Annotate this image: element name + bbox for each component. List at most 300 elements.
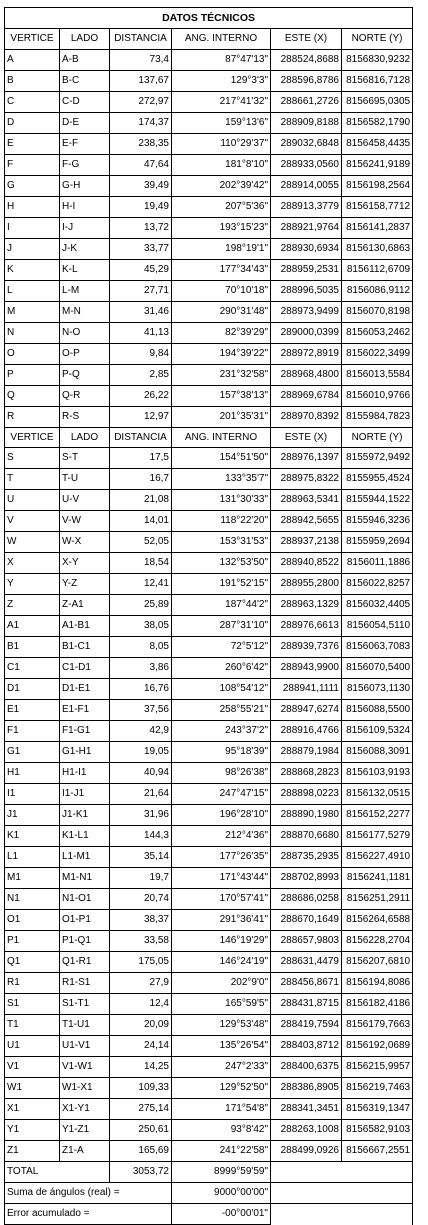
- east-cell: 288596,8786: [271, 71, 342, 92]
- side-cell: P1-Q1: [60, 931, 110, 952]
- angle-cell: 177°26'35": [172, 847, 271, 868]
- distance-cell: 52,05: [110, 532, 172, 553]
- east-cell: 288898,0223: [271, 784, 342, 805]
- side-cell: V-W: [60, 511, 110, 532]
- technical-data-sheet: [4, 7, 412, 1225]
- east-cell: 288341,3451: [271, 1099, 342, 1120]
- table-title: DATOS TÉCNICOS: [5, 8, 413, 29]
- north-cell: 8156070,5400: [342, 658, 413, 679]
- table-row: [5, 155, 413, 176]
- east-cell: 288976,6613: [271, 616, 342, 637]
- side-cell: T-U: [60, 469, 110, 490]
- east-header: ESTE (X): [271, 29, 342, 50]
- north-cell: 8156130,6863: [342, 239, 413, 260]
- north-cell: 8155972,9492: [342, 448, 413, 469]
- distance-cell: 31,46: [110, 302, 172, 323]
- distance-cell: 19,05: [110, 742, 172, 763]
- angle-cell: 198°19'1": [172, 239, 271, 260]
- vertex-cell: B: [5, 71, 60, 92]
- distance-cell: 27,9: [110, 973, 172, 994]
- side-cell: A-B: [60, 50, 110, 71]
- distance-cell: 38,05: [110, 616, 172, 637]
- side-cell: Y-Z: [60, 574, 110, 595]
- side-cell: I-J: [60, 218, 110, 239]
- vertex-cell: V: [5, 511, 60, 532]
- angle-cell: 231°32'58": [172, 365, 271, 386]
- angle-cell: 177°34'43": [172, 260, 271, 281]
- table-row: [5, 910, 413, 931]
- angle-cell: 241°22'58": [172, 1141, 271, 1162]
- distance-cell: 14,25: [110, 1057, 172, 1078]
- east-cell: 288963,1329: [271, 595, 342, 616]
- north-header: NORTE (Y): [342, 428, 413, 448]
- table-row: [5, 239, 413, 260]
- table-row: [5, 1099, 413, 1120]
- vertex-cell: A1: [5, 616, 60, 637]
- vertex-cell: R1: [5, 973, 60, 994]
- distance-cell: 19,7: [110, 868, 172, 889]
- side-cell: R-S: [60, 407, 110, 428]
- distance-header: DISTANCIA: [110, 29, 172, 50]
- angle-cell: 82°39'29": [172, 323, 271, 344]
- angle-cell: 187°44'2": [172, 595, 271, 616]
- distance-cell: 12,97: [110, 407, 172, 428]
- vertex-cell: Q: [5, 386, 60, 407]
- table-row: [5, 847, 413, 868]
- vertex-cell: Q1: [5, 952, 60, 973]
- east-cell: 288499,0926: [271, 1141, 342, 1162]
- distance-cell: 175,05: [110, 952, 172, 973]
- vertex-cell: A: [5, 50, 60, 71]
- table-row: [5, 553, 413, 574]
- angle-cell: 95°18'39": [172, 742, 271, 763]
- distance-cell: 12,4: [110, 994, 172, 1015]
- side-cell: Z1-A: [60, 1141, 110, 1162]
- distance-cell: 165,69: [110, 1141, 172, 1162]
- angle-cell: 217°41'32": [172, 92, 271, 113]
- distance-cell: 17,5: [110, 448, 172, 469]
- header-row: [5, 428, 413, 448]
- north-cell: 8156198,2564: [342, 176, 413, 197]
- distance-cell: 8,05: [110, 637, 172, 658]
- angle-cell: 135°26'54": [172, 1036, 271, 1057]
- error-label: Error acumulado =: [5, 1204, 172, 1225]
- east-cell: 288735,2935: [271, 847, 342, 868]
- north-cell: 8156103,9193: [342, 763, 413, 784]
- side-cell: H1-I1: [60, 763, 110, 784]
- distance-cell: 21,08: [110, 490, 172, 511]
- east-cell: 288403,8712: [271, 1036, 342, 1057]
- vertex-cell: B1: [5, 637, 60, 658]
- east-cell: 288419,7594: [271, 1015, 342, 1036]
- table-row: [5, 1057, 413, 1078]
- table-row: [5, 889, 413, 910]
- distance-cell: 20,74: [110, 889, 172, 910]
- north-cell: 8155955,4524: [342, 469, 413, 490]
- east-cell: 288921,9764: [271, 218, 342, 239]
- east-cell: 288879,1984: [271, 742, 342, 763]
- north-cell: 8156112,6709: [342, 260, 413, 281]
- north-cell: 8156458,4435: [342, 134, 413, 155]
- north-cell: 8156264,6588: [342, 910, 413, 931]
- east-cell: 288631,4479: [271, 952, 342, 973]
- distance-header: DISTANCIA: [110, 428, 172, 448]
- vertex-cell: U: [5, 490, 60, 511]
- table-row: [5, 658, 413, 679]
- angle-cell: 171°43'44": [172, 868, 271, 889]
- east-cell: 288943,9900: [271, 658, 342, 679]
- north-cell: 8156022,3499: [342, 344, 413, 365]
- side-cell: U-V: [60, 490, 110, 511]
- error-value: -00°00'01": [172, 1204, 271, 1225]
- angle-cell: 194°39'22": [172, 344, 271, 365]
- vertex-cell: C1: [5, 658, 60, 679]
- distance-cell: 27,71: [110, 281, 172, 302]
- distance-cell: 20,09: [110, 1015, 172, 1036]
- vertex-cell: D: [5, 113, 60, 134]
- vertex-cell: E1: [5, 700, 60, 721]
- north-cell: 8156109,5324: [342, 721, 413, 742]
- north-cell: 8156054,5110: [342, 616, 413, 637]
- angle-cell: 165°59'5": [172, 994, 271, 1015]
- east-cell: 288868,2823: [271, 763, 342, 784]
- east-cell: 288947,6274: [271, 700, 342, 721]
- table-row: [5, 1141, 413, 1162]
- angle-cell: 202°9'0": [172, 973, 271, 994]
- side-cell: H-I: [60, 197, 110, 218]
- vertex-cell: Y1: [5, 1120, 60, 1141]
- angle-cell: 291°36'41": [172, 910, 271, 931]
- side-header: LADO: [60, 428, 110, 448]
- side-header: LADO: [60, 29, 110, 50]
- vertex-cell: F: [5, 155, 60, 176]
- table-row: [5, 344, 413, 365]
- east-cell: 288930,6934: [271, 239, 342, 260]
- table-row: [5, 134, 413, 155]
- distance-cell: 39,49: [110, 176, 172, 197]
- north-cell: 8156215,9957: [342, 1057, 413, 1078]
- vertex-cell: Z1: [5, 1141, 60, 1162]
- north-cell: 8155946,3236: [342, 511, 413, 532]
- angle-cell: 159°13'6": [172, 113, 271, 134]
- angle-cell: 133°35'7": [172, 469, 271, 490]
- east-cell: 288431,8715: [271, 994, 342, 1015]
- distance-cell: 16,7: [110, 469, 172, 490]
- side-cell: J-K: [60, 239, 110, 260]
- north-cell: 8156816,7128: [342, 71, 413, 92]
- side-cell: P-Q: [60, 365, 110, 386]
- angle-cell: 260°6'42": [172, 658, 271, 679]
- table-row: [5, 71, 413, 92]
- vertex-cell: O1: [5, 910, 60, 931]
- vertex-cell: P: [5, 365, 60, 386]
- side-cell: T1-U1: [60, 1015, 110, 1036]
- side-cell: L1-M1: [60, 847, 110, 868]
- vertex-cell: S: [5, 448, 60, 469]
- table-row: [5, 616, 413, 637]
- technical-data-table: [4, 7, 413, 1225]
- vertex-cell: T: [5, 469, 60, 490]
- table-row: [5, 532, 413, 553]
- table-row: [5, 826, 413, 847]
- side-cell: V1-W1: [60, 1057, 110, 1078]
- table-row: [5, 931, 413, 952]
- vertex-cell: M: [5, 302, 60, 323]
- angle-cell: 108°54'12": [172, 679, 271, 700]
- north-cell: 8156241,1181: [342, 868, 413, 889]
- north-cell: 8156227,4910: [342, 847, 413, 868]
- vertex-cell: Z: [5, 595, 60, 616]
- vertex-cell: N1: [5, 889, 60, 910]
- vertex-cell: M1: [5, 868, 60, 889]
- east-cell: 288263,1008: [271, 1120, 342, 1141]
- east-cell: 288996,5035: [271, 281, 342, 302]
- total-angle: 8999°59'59": [172, 1162, 271, 1183]
- east-cell: 288959,2531: [271, 260, 342, 281]
- side-cell: G-H: [60, 176, 110, 197]
- vertex-cell: G: [5, 176, 60, 197]
- table-row: [5, 595, 413, 616]
- table-row: [5, 952, 413, 973]
- vertex-cell: O: [5, 344, 60, 365]
- vertex-cell: S1: [5, 994, 60, 1015]
- north-cell: 8156070,8198: [342, 302, 413, 323]
- side-cell: K-L: [60, 260, 110, 281]
- east-cell: 288942,5655: [271, 511, 342, 532]
- angle-cell: 118°22'20": [172, 511, 271, 532]
- distance-cell: 33,58: [110, 931, 172, 952]
- distance-cell: 38,37: [110, 910, 172, 931]
- angle-cell: 129°53'48": [172, 1015, 271, 1036]
- vertex-cell: H1: [5, 763, 60, 784]
- side-cell: A1-B1: [60, 616, 110, 637]
- side-cell: K1-L1: [60, 826, 110, 847]
- distance-cell: 41,13: [110, 323, 172, 344]
- angle-sum-label: Suma de ángulos (real) =: [5, 1183, 172, 1204]
- north-cell: 8156013,5584: [342, 365, 413, 386]
- north-cell: 8156667,2551: [342, 1141, 413, 1162]
- distance-cell: 40,94: [110, 763, 172, 784]
- side-cell: F1-G1: [60, 721, 110, 742]
- table-row: [5, 113, 413, 134]
- angle-cell: 212°4'36": [172, 826, 271, 847]
- vertex-header: VERTICE: [5, 428, 60, 448]
- north-cell: 8155984,7823: [342, 407, 413, 428]
- table-row: [5, 490, 413, 511]
- east-cell: 289032,6848: [271, 134, 342, 155]
- vertex-cell: V1: [5, 1057, 60, 1078]
- angle-cell: 191°52'15": [172, 574, 271, 595]
- east-cell: 288941,1111: [271, 679, 342, 700]
- table-row: [5, 637, 413, 658]
- table-row: [5, 1015, 413, 1036]
- table-row: [5, 469, 413, 490]
- east-cell: 288969,6784: [271, 386, 342, 407]
- side-cell: N1-O1: [60, 889, 110, 910]
- table-row: [5, 197, 413, 218]
- distance-cell: 109,33: [110, 1078, 172, 1099]
- angle-cell: 258°55'21": [172, 700, 271, 721]
- north-cell: 8156582,9103: [342, 1120, 413, 1141]
- north-cell: 8156241,9189: [342, 155, 413, 176]
- vertex-cell: T1: [5, 1015, 60, 1036]
- vertex-cell: D1: [5, 679, 60, 700]
- side-cell: U1-V1: [60, 1036, 110, 1057]
- east-cell: 288524,8688: [271, 50, 342, 71]
- distance-cell: 3,86: [110, 658, 172, 679]
- north-cell: 8156319,1347: [342, 1099, 413, 1120]
- angle-sum-row: [5, 1183, 413, 1204]
- side-cell: S1-T1: [60, 994, 110, 1015]
- east-cell: 288670,1649: [271, 910, 342, 931]
- angle-sum-value: 9000°00'00": [172, 1183, 271, 1204]
- table-row: [5, 721, 413, 742]
- table-row: [5, 323, 413, 344]
- angle-cell: 157°38'13": [172, 386, 271, 407]
- angle-cell: 70°10'18": [172, 281, 271, 302]
- side-cell: J1-K1: [60, 805, 110, 826]
- distance-cell: 33,77: [110, 239, 172, 260]
- table-row: [5, 1120, 413, 1141]
- side-cell: N-O: [60, 323, 110, 344]
- distance-cell: 31,96: [110, 805, 172, 826]
- table-body: [5, 8, 413, 1225]
- north-cell: 8156158,7712: [342, 197, 413, 218]
- distance-cell: 45,29: [110, 260, 172, 281]
- north-cell: 8156192,0689: [342, 1036, 413, 1057]
- angle-cell: 201°35'31": [172, 407, 271, 428]
- table-row: [5, 805, 413, 826]
- total-distance: 3053,72: [110, 1162, 172, 1183]
- angle-cell: 171°54'8": [172, 1099, 271, 1120]
- side-cell: I1-J1: [60, 784, 110, 805]
- east-cell: 288909,8188: [271, 113, 342, 134]
- east-cell: 288968,4800: [271, 365, 342, 386]
- east-cell: 288937,2138: [271, 532, 342, 553]
- side-cell: G1-H1: [60, 742, 110, 763]
- table-row: [5, 365, 413, 386]
- table-row: [5, 679, 413, 700]
- side-cell: O1-P1: [60, 910, 110, 931]
- table-row: [5, 386, 413, 407]
- angle-cell: 202°39'42": [172, 176, 271, 197]
- side-cell: B-C: [60, 71, 110, 92]
- table-row: [5, 218, 413, 239]
- vertex-cell: F1: [5, 721, 60, 742]
- distance-cell: 35,14: [110, 847, 172, 868]
- side-cell: Q1-R1: [60, 952, 110, 973]
- north-cell: 8156152,2277: [342, 805, 413, 826]
- north-cell: 8156011,1886: [342, 553, 413, 574]
- east-cell: 288973,9499: [271, 302, 342, 323]
- table-row: [5, 1036, 413, 1057]
- side-cell: M1-N1: [60, 868, 110, 889]
- north-header: NORTE (Y): [342, 29, 413, 50]
- table-row: [5, 700, 413, 721]
- table-row: [5, 784, 413, 805]
- vertex-header: VERTICE: [5, 29, 60, 50]
- angle-cell: 110°29'37": [172, 134, 271, 155]
- vertex-cell: G1: [5, 742, 60, 763]
- north-cell: 8156063,7083: [342, 637, 413, 658]
- angle-cell: 196°28'10": [172, 805, 271, 826]
- distance-cell: 250,61: [110, 1120, 172, 1141]
- angle-cell: 153°31'53": [172, 532, 271, 553]
- table-row: [5, 1078, 413, 1099]
- north-cell: 8156207,6810: [342, 952, 413, 973]
- angle-cell: 131°30'33": [172, 490, 271, 511]
- angle-cell: 129°3'3": [172, 71, 271, 92]
- side-cell: B1-C1: [60, 637, 110, 658]
- north-cell: 8156830,9232: [342, 50, 413, 71]
- north-cell: 8156228,2704: [342, 931, 413, 952]
- header-row: [5, 29, 413, 50]
- side-cell: S-T: [60, 448, 110, 469]
- vertex-cell: K1: [5, 826, 60, 847]
- distance-cell: 73,4: [110, 50, 172, 71]
- north-cell: 8156141,2837: [342, 218, 413, 239]
- vertex-cell: W: [5, 532, 60, 553]
- north-cell: 8155959,2694: [342, 532, 413, 553]
- angle-cell: 154°51'50": [172, 448, 271, 469]
- angle-cell: 243°37'2": [172, 721, 271, 742]
- north-cell: 8156088,3091: [342, 742, 413, 763]
- vertex-cell: H: [5, 197, 60, 218]
- vertex-cell: X1: [5, 1099, 60, 1120]
- side-cell: C-D: [60, 92, 110, 113]
- vertex-cell: P1: [5, 931, 60, 952]
- distance-cell: 12,41: [110, 574, 172, 595]
- north-cell: 8156032,4405: [342, 595, 413, 616]
- north-cell: 8156022,8257: [342, 574, 413, 595]
- east-cell: 288916,4766: [271, 721, 342, 742]
- table-row: [5, 92, 413, 113]
- vertex-cell: Y: [5, 574, 60, 595]
- north-cell: 8156086,9112: [342, 281, 413, 302]
- side-cell: R1-S1: [60, 973, 110, 994]
- empty-cell: [271, 1183, 413, 1204]
- side-cell: W-X: [60, 532, 110, 553]
- angle-cell: 93°8'42": [172, 1120, 271, 1141]
- north-cell: 8156073,1130: [342, 679, 413, 700]
- vertex-cell: L1: [5, 847, 60, 868]
- distance-cell: 9,84: [110, 344, 172, 365]
- angle-cell: 98°26'38": [172, 763, 271, 784]
- distance-cell: 13,72: [110, 218, 172, 239]
- east-cell: 288702,8993: [271, 868, 342, 889]
- east-cell: 288400,6375: [271, 1057, 342, 1078]
- east-cell: 288933,0560: [271, 155, 342, 176]
- angle-cell: 247°2'33": [172, 1057, 271, 1078]
- distance-cell: 24,14: [110, 1036, 172, 1057]
- vertex-cell: E: [5, 134, 60, 155]
- vertex-cell: N: [5, 323, 60, 344]
- table-row: [5, 574, 413, 595]
- angle-cell: 287°31'10": [172, 616, 271, 637]
- angle-cell: 181°8'10": [172, 155, 271, 176]
- table-row: [5, 281, 413, 302]
- angle-cell: 207°5'36": [172, 197, 271, 218]
- table-row: [5, 763, 413, 784]
- east-cell: 288870,6680: [271, 826, 342, 847]
- distance-cell: 2,85: [110, 365, 172, 386]
- east-cell: 289000,0399: [271, 323, 342, 344]
- vertex-cell: K: [5, 260, 60, 281]
- vertex-cell: R: [5, 407, 60, 428]
- total-row: [5, 1162, 413, 1183]
- east-cell: 288890,1980: [271, 805, 342, 826]
- side-cell: Y1-Z1: [60, 1120, 110, 1141]
